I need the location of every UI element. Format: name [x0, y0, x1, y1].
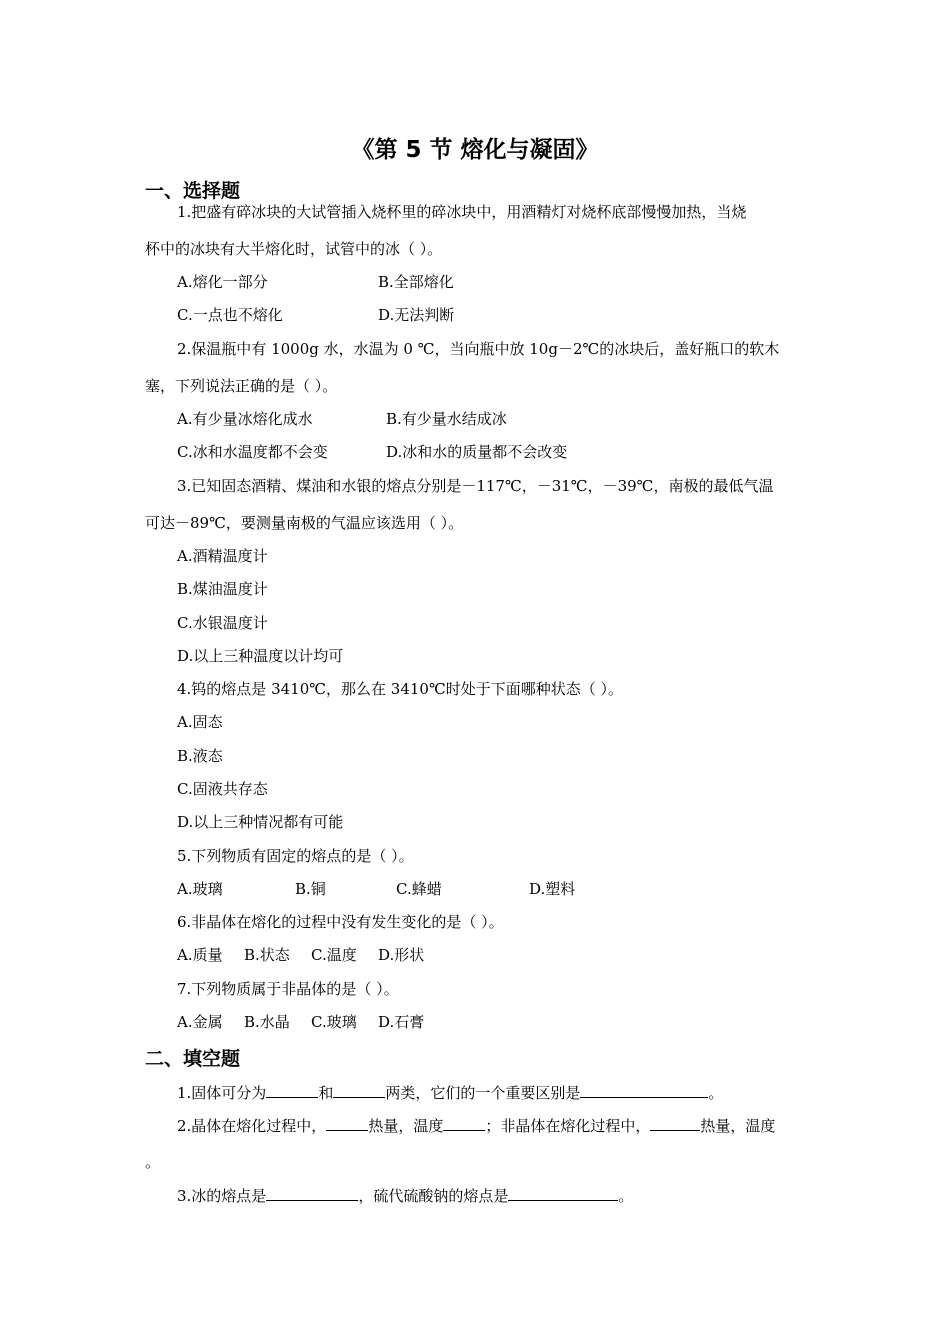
question-3-option-c: C.水银温度计 — [177, 614, 268, 632]
fill-question-2 — [177, 1116, 775, 1135]
question-6-option-d: D.形状 — [378, 946, 425, 964]
question-6-option-c: C.温度 — [311, 946, 357, 964]
question-4-option-a: A.固态 — [177, 713, 223, 731]
question-1-option-c: C.一点也不熔化 — [177, 306, 283, 324]
question-7-option-c: C.玻璃 — [311, 1013, 357, 1031]
question-4-option-b: B.液态 — [177, 747, 223, 765]
question-1-option-a: A.熔化一部分 — [177, 273, 268, 291]
fill-q1-text-2: 和 — [318, 1084, 334, 1102]
fill-q3-blank-1[interactable] — [266, 1186, 358, 1201]
fill-q3-text-1: 3.冰的熔点是 — [177, 1187, 267, 1205]
question-4-option-c: C.固液共存态 — [177, 780, 268, 798]
fill-q2-text-3: ；非晶体在熔化过程中， — [485, 1117, 651, 1135]
fill-q2-text-4: 热量，温度 — [700, 1117, 776, 1135]
question-2-option-d: D.冰和水的质量都不会改变 — [386, 443, 568, 461]
question-6-option-a: A.质量 — [177, 946, 223, 964]
question-1-option-d: D.无法判断 — [378, 306, 455, 324]
question-2-stem-line1: 2.保温瓶中有 1000g 水，水温为 0 ℃，当向瓶中放 10g－2℃的冰块后，盖好瓶口的软木 — [177, 340, 780, 358]
fill-q3-text-2: ，硫代硫酸钠的熔点是 — [358, 1187, 509, 1205]
fill-q3-blank-2[interactable] — [508, 1186, 618, 1201]
question-6-stem: 6.非晶体在熔化的过程中没有发生变化的是（ ）。 — [177, 913, 504, 931]
question-5-option-a: A.玻璃 — [177, 880, 223, 898]
question-5-option-d: D.塑料 — [529, 880, 576, 898]
section-heading-fill: 二、填空题 — [145, 1048, 241, 1070]
fill-q1-text-4: 。 — [708, 1084, 724, 1102]
question-1-stem-line2: 杯中的冰块有大半熔化时，试管中的冰（ ）。 — [145, 240, 443, 258]
fill-question-2-end — [145, 1153, 160, 1171]
question-5-option-c: C.蜂蜡 — [396, 880, 442, 898]
question-3-stem-line1: 3.已知固态酒精、煤油和水银的熔点分别是－117℃，－31℃，－39℃，南极的最低气温 — [177, 477, 774, 495]
fill-q1-blank-2[interactable] — [333, 1083, 385, 1098]
question-3-stem-line2: 可达－89℃，要测量南极的气温应该选用（ ）。 — [145, 514, 464, 532]
fill-q2-text-2: 热量，温度 — [368, 1117, 444, 1135]
question-3-option-d: D.以上三种温度以计均可 — [177, 647, 344, 665]
fill-q2-text-end: 。 — [145, 1153, 161, 1171]
fill-q1-blank-3[interactable] — [580, 1083, 708, 1098]
page-title: 《第 5 节 熔化与凝固》 — [351, 137, 599, 163]
fill-q3-text-3: 。 — [618, 1187, 634, 1205]
fill-q1-text-1: 1.固体可分为 — [177, 1084, 267, 1102]
question-2-option-c: C.冰和水温度都不会变 — [177, 443, 328, 461]
fill-q1-text-3: 两类，它们的一个重要区别是 — [385, 1084, 581, 1102]
question-6-option-b: B.状态 — [244, 946, 290, 964]
question-4-option-d: D.以上三种情况都有可能 — [177, 813, 344, 831]
fill-question-3 — [177, 1186, 633, 1205]
section-heading-choice: 一、选择题 — [145, 180, 241, 202]
question-7-option-a: A.金属 — [177, 1013, 223, 1031]
fill-q2-blank-2[interactable] — [443, 1116, 485, 1131]
fill-question-1 — [177, 1083, 723, 1102]
fill-q2-text-1: 2.晶体在熔化过程中， — [177, 1117, 327, 1135]
question-1-stem-line1: 1.把盛有碎冰块的大试管插入烧杯里的碎冰块中，用酒精灯对烧杯底部慢慢加热，当烧 — [177, 203, 747, 221]
question-2-stem-line2: 塞，下列说法正确的是（ ）。 — [145, 377, 338, 395]
question-7-option-b: B.水晶 — [244, 1013, 290, 1031]
question-7-option-d: D.石膏 — [378, 1013, 425, 1031]
question-4-stem: 4.钨的熔点是 3410℃，那么在 3410℃时处于下面哪种状态（ ）。 — [177, 680, 624, 698]
question-7-stem: 7.下列物质属于非晶体的是（ ）。 — [177, 980, 399, 998]
question-1-option-b: B.全部熔化 — [378, 273, 454, 291]
question-5-option-b: B.铜 — [295, 880, 326, 898]
fill-q1-blank-1[interactable] — [266, 1083, 318, 1098]
question-3-option-b: B.煤油温度计 — [177, 580, 268, 598]
fill-q2-blank-1[interactable] — [326, 1116, 368, 1131]
question-3-option-a: A.酒精温度计 — [177, 547, 268, 565]
fill-q2-blank-3[interactable] — [650, 1116, 700, 1131]
question-2-option-b: B.有少量水结成冰 — [386, 410, 507, 428]
question-2-option-a: A.有少量冰熔化成水 — [177, 410, 313, 428]
question-5-stem: 5.下列物质有固定的熔点的是（ ）。 — [177, 847, 414, 865]
